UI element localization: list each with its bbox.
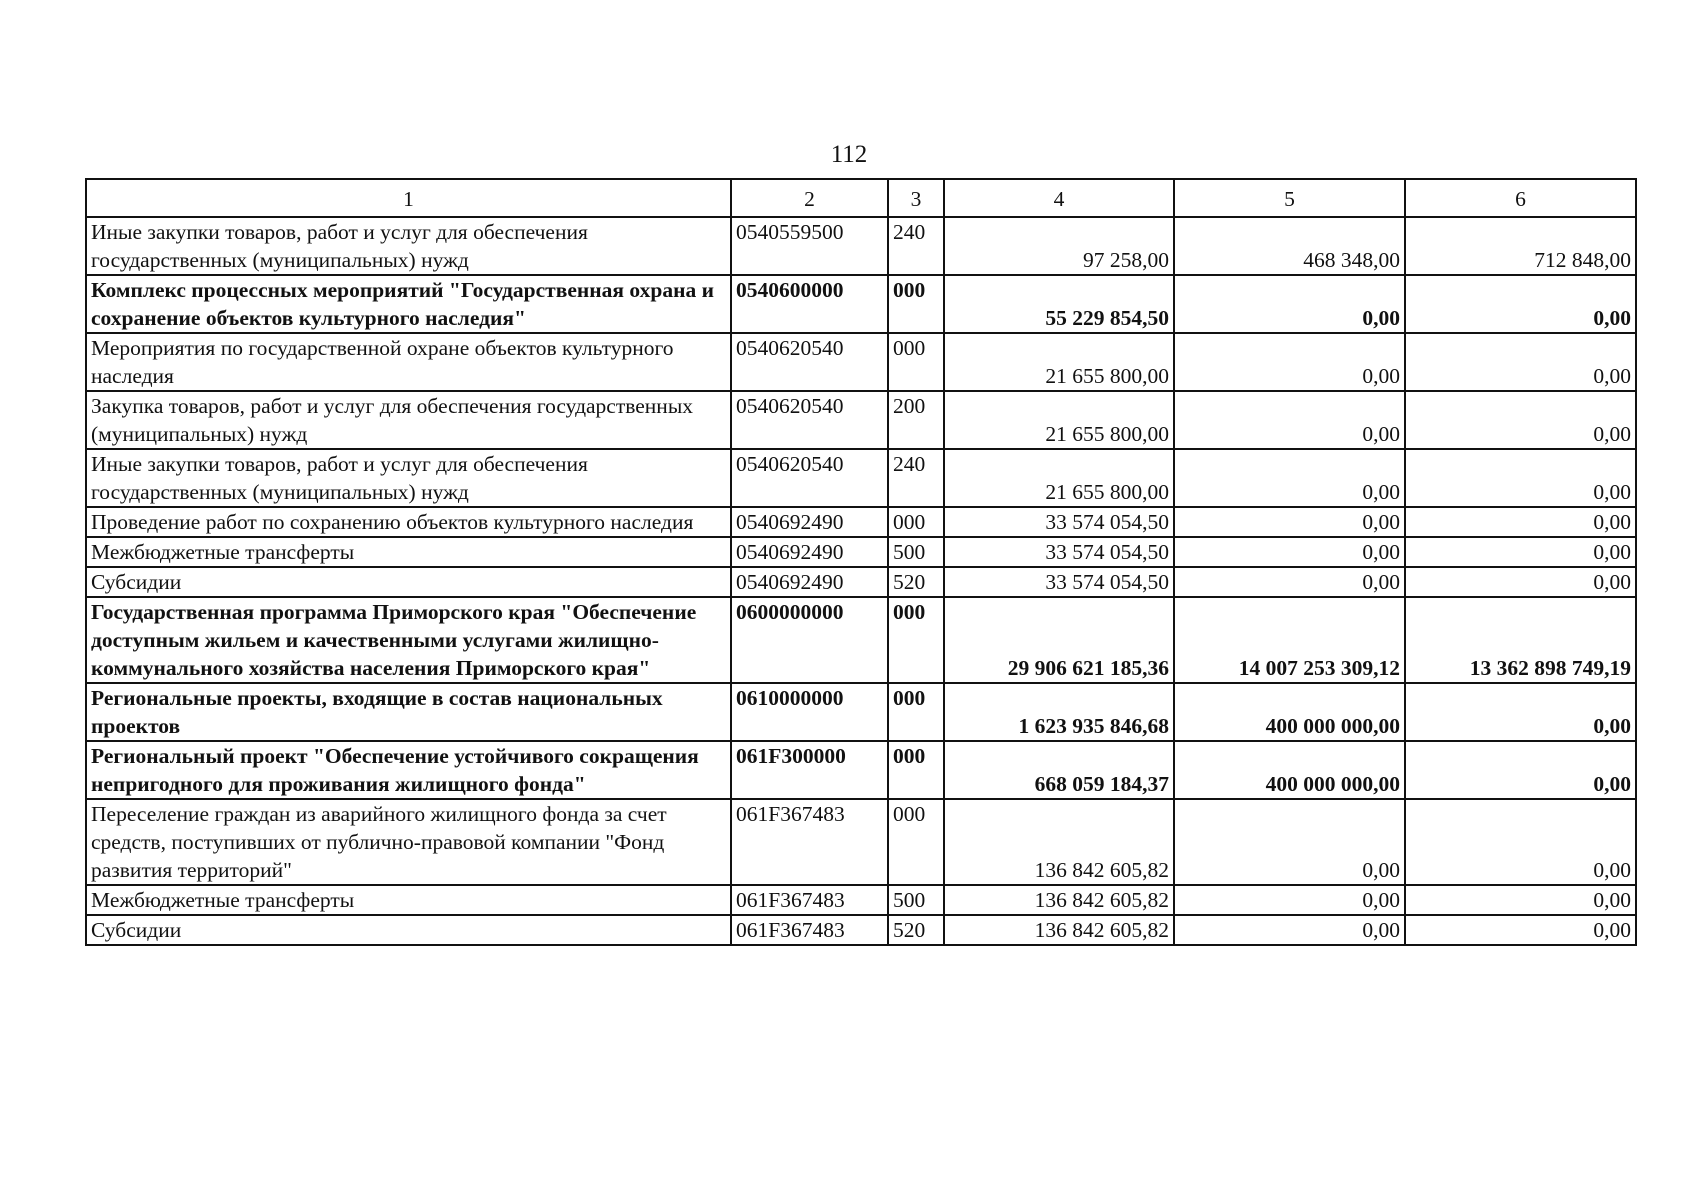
row-code-cell: 061F367483 [731,885,888,915]
row-value-col5: 0,00 [1174,915,1405,945]
table-header-row [86,179,1636,217]
row-type-cell: 000 [888,799,944,885]
row-type-cell: 000 [888,333,944,391]
row-code-cell: 0540559500 [731,217,888,275]
row-value-col4: 1 623 935 846,68 [944,683,1174,741]
row-type-cell: 240 [888,449,944,507]
row-code-cell: 0540692490 [731,567,888,597]
row-name-cell: Мероприятия по государственной охране объектов культурного наследия [86,333,731,391]
row-value-col6: 0,00 [1405,741,1636,799]
row-code-cell: 0540600000 [731,275,888,333]
table-row [86,915,1636,945]
row-value-col5: 0,00 [1174,333,1405,391]
row-code-cell: 0610000000 [731,683,888,741]
row-value-col6: 0,00 [1405,567,1636,597]
row-code-cell: 0540620540 [731,449,888,507]
row-name-cell: Региональные проекты, входящие в состав национальных проектов [86,683,731,741]
row-value-col5: 0,00 [1174,799,1405,885]
table-row [86,741,1636,799]
table-row [86,799,1636,885]
page-number: 112 [830,141,868,168]
column-header-3: 3 [888,179,944,217]
table-row [86,885,1636,915]
table-row [86,683,1636,741]
table-row [86,391,1636,449]
row-name-cell: Субсидии [86,915,731,945]
row-value-col5: 0,00 [1174,275,1405,333]
row-value-col6: 0,00 [1405,275,1636,333]
row-code-cell: 0540620540 [731,391,888,449]
row-value-col6: 0,00 [1405,799,1636,885]
row-code-cell: 0540620540 [731,333,888,391]
row-value-col6: 0,00 [1405,915,1636,945]
row-type-cell: 500 [888,537,944,567]
column-header-4: 4 [944,179,1174,217]
row-value-col6: 0,00 [1405,537,1636,567]
row-name-cell: Субсидии [86,567,731,597]
table-row [86,275,1636,333]
table-row [86,597,1636,683]
table-row [86,333,1636,391]
row-name-cell: Проведение работ по сохранению объектов культурного наследия [86,507,731,537]
row-type-cell: 000 [888,741,944,799]
row-value-col4: 668 059 184,37 [944,741,1174,799]
row-code-cell: 061F367483 [731,915,888,945]
row-code-cell: 0540692490 [731,507,888,537]
row-type-cell: 240 [888,217,944,275]
row-type-cell: 000 [888,683,944,741]
row-value-col4: 55 229 854,50 [944,275,1174,333]
row-type-cell: 000 [888,275,944,333]
row-value-col4: 21 655 800,00 [944,333,1174,391]
column-header-6: 6 [1405,179,1636,217]
table-row [86,449,1636,507]
row-value-col6: 0,00 [1405,885,1636,915]
row-type-cell: 000 [888,507,944,537]
row-name-cell: Государственная программа Приморского края "Обеспечение доступным жильем и качественными услугами жилищно-коммунального хозяйства населения Приморского края" [86,597,731,683]
row-name-cell: Иные закупки товаров, работ и услуг для обеспечения государственных (муниципальных) нужд [86,217,731,275]
table-row [86,217,1636,275]
row-value-col5: 468 348,00 [1174,217,1405,275]
row-code-cell: 061F367483 [731,799,888,885]
row-value-col5: 0,00 [1174,567,1405,597]
row-type-cell: 500 [888,885,944,915]
row-name-cell: Закупка товаров, работ и услуг для обеспечения государственных (муниципальных) нужд [86,391,731,449]
table-row [86,507,1636,537]
row-name-cell: Комплекс процессных мероприятий "Государственная охрана и сохранение объектов культурного наследия" [86,275,731,333]
row-value-col6: 0,00 [1405,507,1636,537]
row-value-col5: 0,00 [1174,537,1405,567]
row-value-col6: 13 362 898 749,19 [1405,597,1636,683]
row-value-col6: 0,00 [1405,449,1636,507]
row-value-col4: 21 655 800,00 [944,449,1174,507]
table-body [86,179,1636,945]
row-value-col6: 712 848,00 [1405,217,1636,275]
row-value-col5: 14 007 253 309,12 [1174,597,1405,683]
budget-table [85,178,1637,946]
row-value-col5: 400 000 000,00 [1174,683,1405,741]
row-value-col4: 33 574 054,50 [944,507,1174,537]
column-header-2: 2 [731,179,888,217]
row-value-col5: 0,00 [1174,507,1405,537]
row-value-col4: 29 906 621 185,36 [944,597,1174,683]
row-name-cell: Переселение граждан из аварийного жилищного фонда за счет средств, поступивших от публично-правовой компании "Фонд развития территорий" [86,799,731,885]
row-type-cell: 520 [888,567,944,597]
row-value-col4: 136 842 605,82 [944,885,1174,915]
row-value-col5: 0,00 [1174,885,1405,915]
row-value-col4: 97 258,00 [944,217,1174,275]
row-name-cell: Межбюджетные трансферты [86,537,731,567]
row-value-col5: 0,00 [1174,449,1405,507]
row-code-cell: 0600000000 [731,597,888,683]
row-value-col4: 136 842 605,82 [944,915,1174,945]
row-value-col4: 21 655 800,00 [944,391,1174,449]
row-value-col4: 136 842 605,82 [944,799,1174,885]
row-type-cell: 200 [888,391,944,449]
row-value-col6: 0,00 [1405,683,1636,741]
row-value-col4: 33 574 054,50 [944,567,1174,597]
row-value-col5: 400 000 000,00 [1174,741,1405,799]
table-row [86,537,1636,567]
row-value-col6: 0,00 [1405,391,1636,449]
table-row [86,567,1636,597]
row-value-col5: 0,00 [1174,391,1405,449]
row-value-col6: 0,00 [1405,333,1636,391]
row-value-col4: 33 574 054,50 [944,537,1174,567]
row-code-cell: 0540692490 [731,537,888,567]
row-code-cell: 061F300000 [731,741,888,799]
row-type-cell: 520 [888,915,944,945]
row-type-cell: 000 [888,597,944,683]
row-name-cell: Межбюджетные трансферты [86,885,731,915]
row-name-cell: Иные закупки товаров, работ и услуг для обеспечения государственных (муниципальных) нужд [86,449,731,507]
row-name-cell: Региональный проект "Обеспечение устойчивого сокращения непригодного для проживания жилищного фонда" [86,741,731,799]
column-header-1: 1 [86,179,731,217]
column-header-5: 5 [1174,179,1405,217]
